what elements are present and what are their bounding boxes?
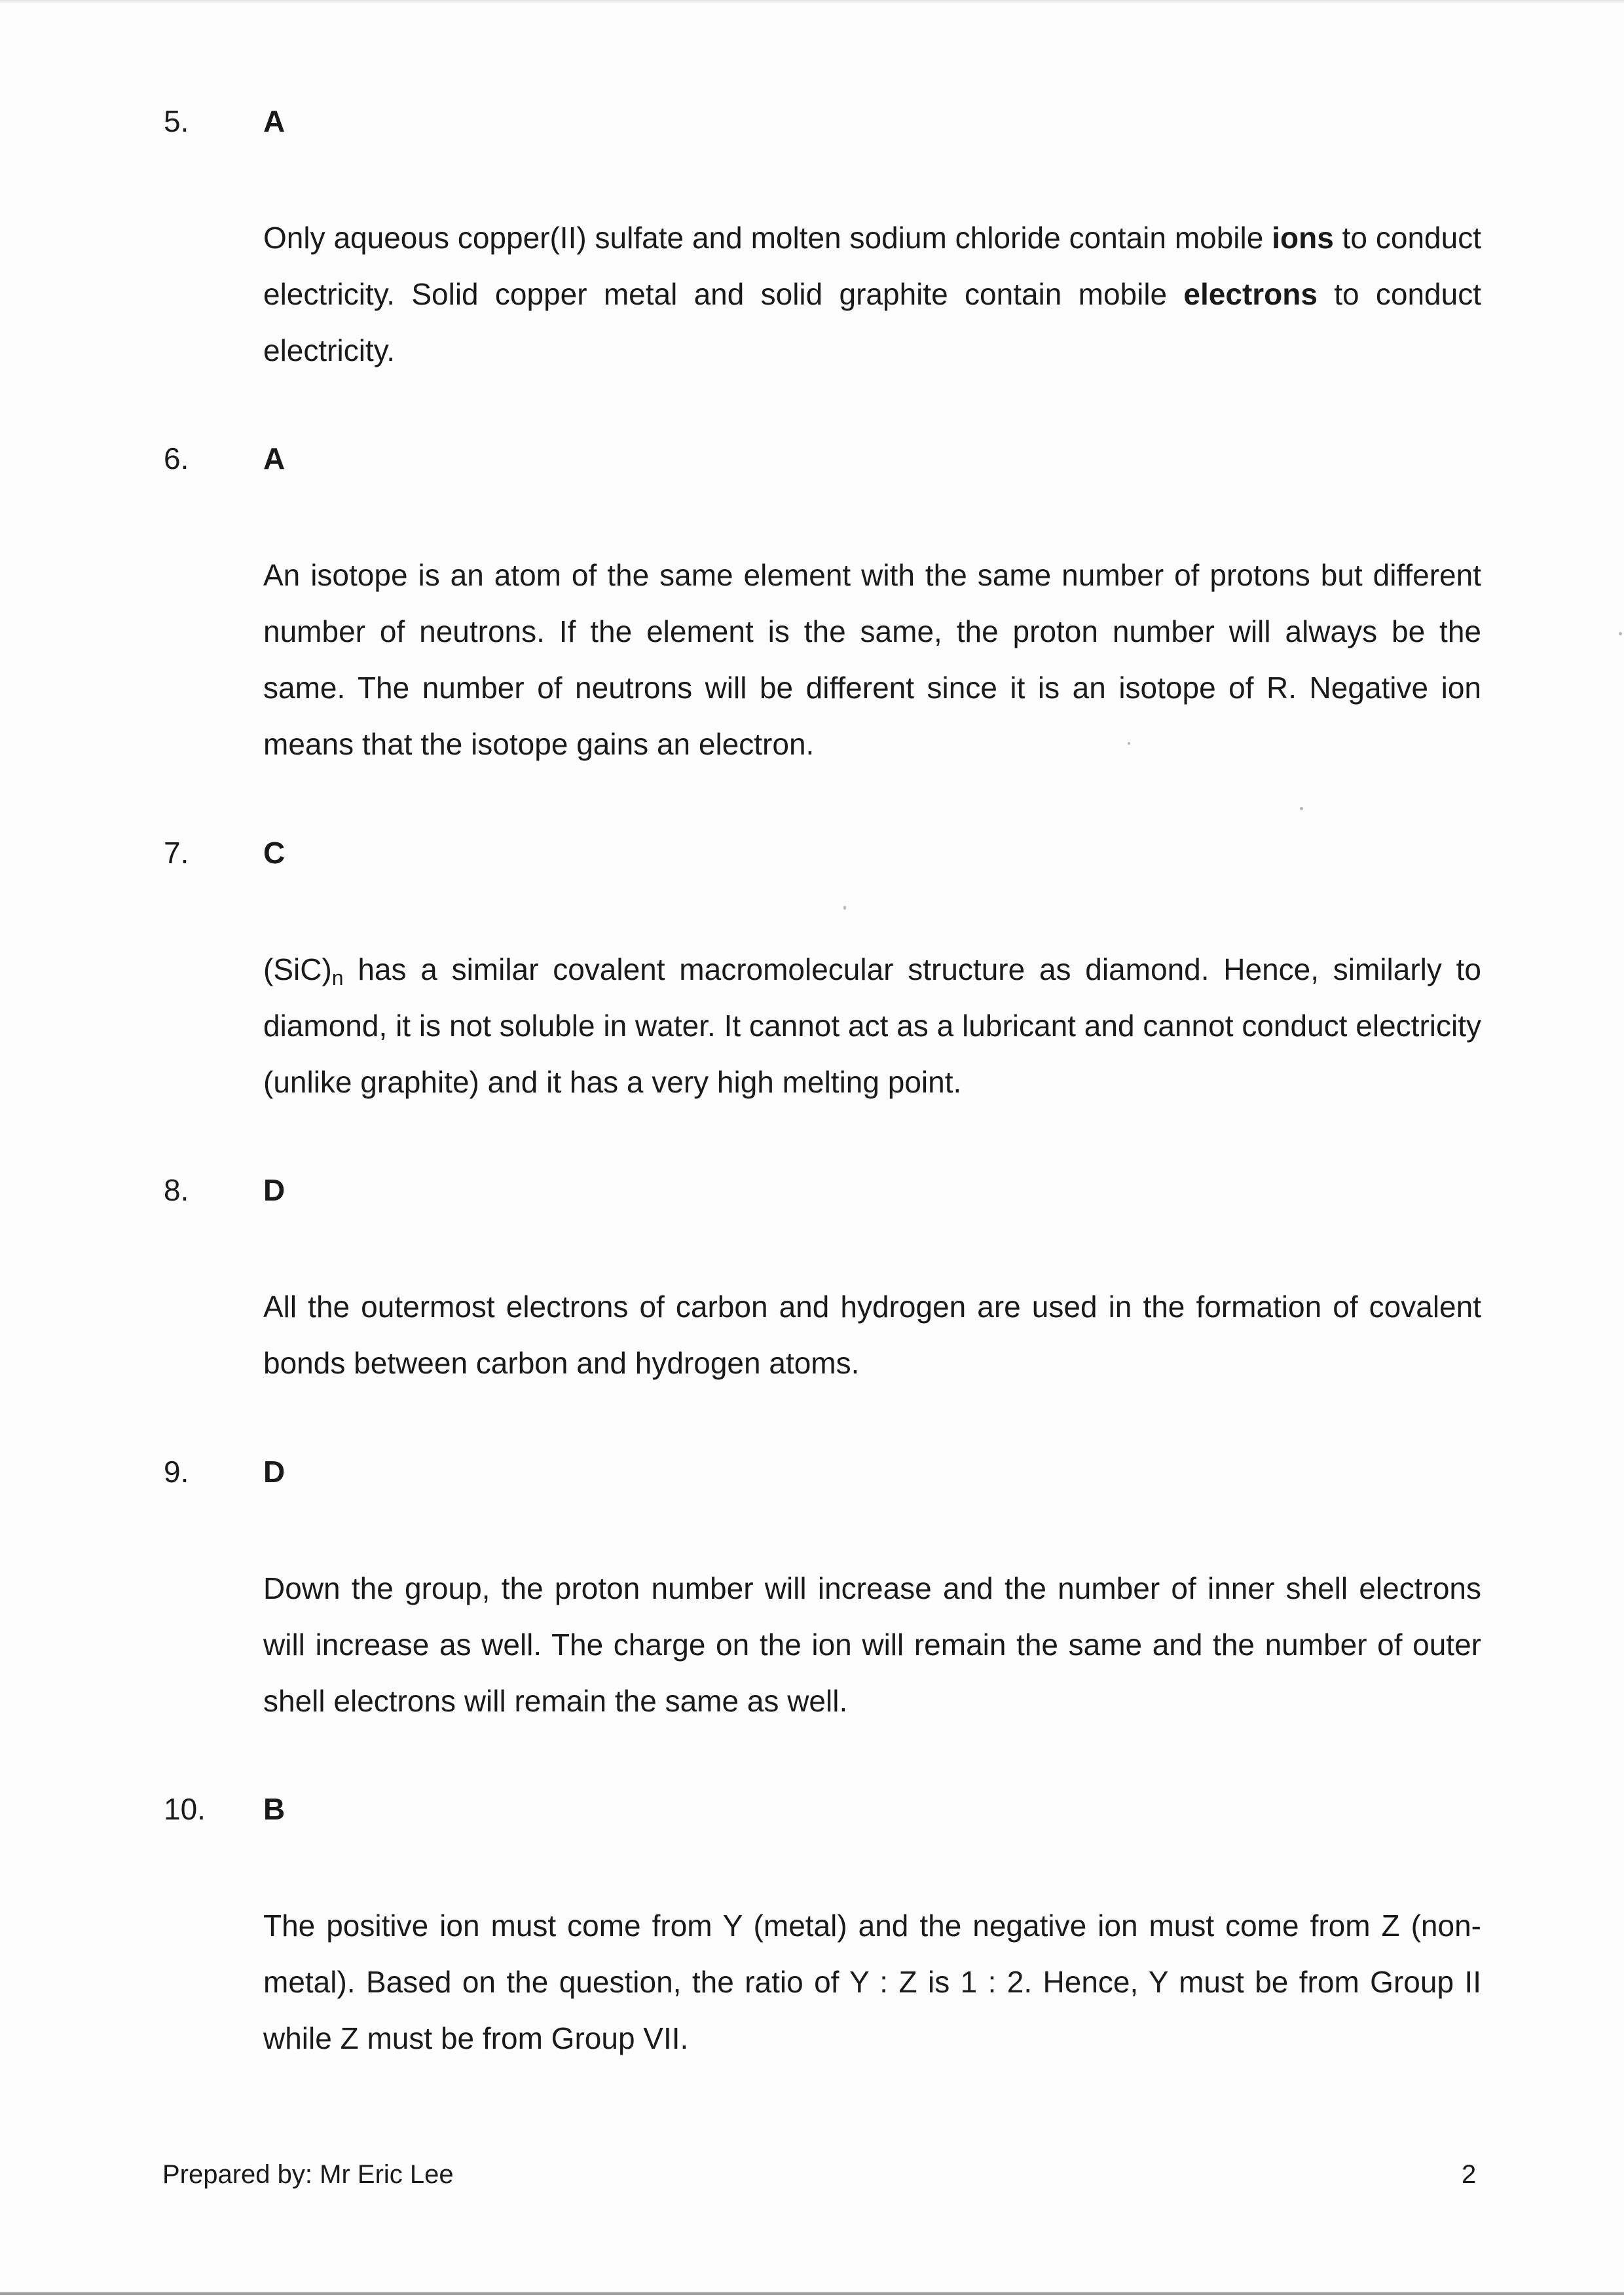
question-answer: B: [263, 1792, 286, 1826]
scan-speck: [1128, 742, 1130, 745]
scan-speck: [843, 906, 846, 910]
question-number: 5.: [164, 104, 189, 138]
subscript-text: n: [331, 966, 344, 990]
question-answer: D: [263, 1455, 286, 1489]
explanation-text: All the outermost electrons of carbon and hydrogen are used in the formation of covalent bonds between carbon and hydrogen atoms.: [263, 1290, 1481, 1380]
explanation-text: to conduct electricity. Solid copper metal and solid graphite contain mobile: [263, 221, 1481, 311]
question-answer: C: [263, 836, 286, 870]
explanation-text: to conduct electricity.: [263, 277, 1481, 367]
question-number: 6.: [164, 441, 189, 476]
scan-edge-bottom: [0, 2292, 1624, 2295]
scan-edge-top: [0, 0, 1624, 4]
emphasis-text: electrons: [1183, 277, 1318, 311]
explanation-text: Down the group, the proton number will increase and the number of inner shell electrons will increase as well. The charge on the ion will remain the same and the number of outer shell electrons will remain the same as well.: [263, 1571, 1481, 1718]
scan-speck: [1300, 807, 1303, 810]
footer-page-number: 2: [1462, 2160, 1477, 2189]
question-explanation: [263, 547, 1481, 772]
explanation-text: Only aqueous copper(II) sulfate and molten sodium chloride contain mobile: [263, 221, 1272, 255]
emphasis-text: ions: [1272, 221, 1334, 255]
question-explanation: [263, 1278, 1481, 1391]
question-explanation: [263, 1897, 1481, 2066]
question-answer: D: [263, 1173, 286, 1207]
question-explanation: [263, 941, 1481, 1110]
question-answer: A: [263, 104, 286, 138]
question-number: 10.: [164, 1792, 206, 1826]
explanation-text: An isotope is an atom of the same element with the same number of protons but different number of neutrons. If the element is the same, the proton number will always be the same. The number of neutrons will be different since it is an isotope of R. Negative ion means that the isotope gains an electron.: [263, 558, 1481, 761]
question-explanation: [263, 210, 1481, 379]
question-explanation: [263, 1560, 1481, 1729]
question-answer: A: [263, 441, 286, 476]
explanation-text: The positive ion must come from Y (metal) and the negative ion must come from Z (non-metal). Based on the question, the ratio of Y : Z is 1 : 2. Hence, Y must be from Group II while Z must be from Group VII.: [263, 1909, 1481, 2055]
footer-author: Prepared by: Mr Eric Lee: [162, 2160, 454, 2189]
explanation-text: has a similar covalent macromolecular structure as diamond. Hence, similarly to diamond, it is not soluble in water. It cannot act as a lubricant and cannot conduct electricity (unlike graphite) and it has a very high melting point.: [263, 952, 1481, 1099]
explanation-text: (SiC): [263, 952, 332, 986]
question-number: 9.: [164, 1455, 189, 1489]
question-number: 8.: [164, 1173, 189, 1207]
scan-speck: [1619, 632, 1622, 635]
question-number: 7.: [164, 836, 189, 870]
